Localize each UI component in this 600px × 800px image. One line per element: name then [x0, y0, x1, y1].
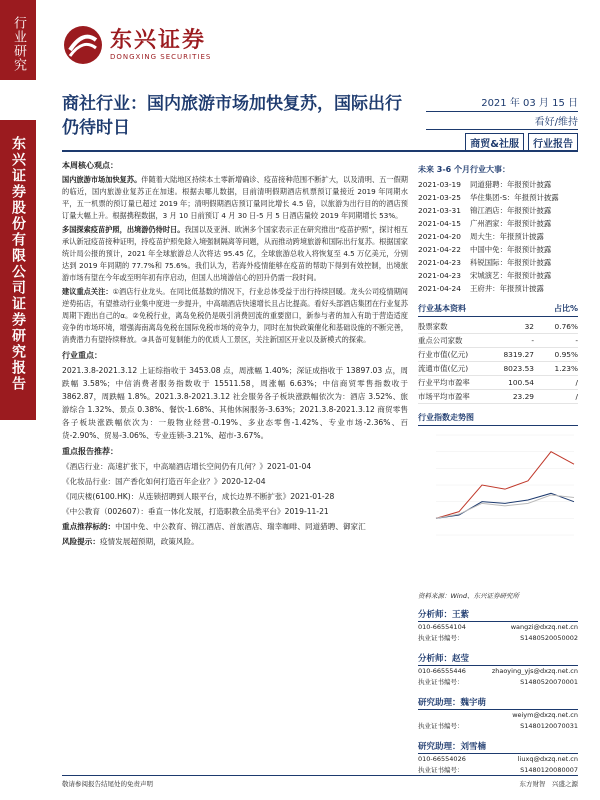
stats-value: 8319.27: [503, 350, 534, 359]
header-rule: [62, 150, 578, 152]
stats-key: 股票家数: [418, 322, 448, 331]
event-text: 王府井：年报预计披露: [470, 284, 544, 293]
analyst-contact: [418, 710, 578, 721]
paragraph-text: 疫情发展超预期，政策风险。: [99, 537, 199, 546]
analyst-card: [418, 608, 578, 644]
paragraph-text: ①酒店行业龙头。在同比低基数的情况下，行业总体受益于出行持续回暖。龙头公司疫情期间逆势拓店，有望推动行业集中度进一步提升，中高端酒店快速增长且占比提高。看好头部酒店集团在行业复苏周期下跑出自己的α。②免税行业，离岛免税仍是吸引消费回流的重要窗口，新参与者的加入有助于营造适度竞争的市场环境，增强海南离岛免税在国际免税市场的竞争力，同时在加快政策催化和基础设施的不断完善，消费潜力有望持续释放。③具备可复制能力的优质人工景区，关注新国区开业以及新模式的探索。: [62, 287, 408, 344]
index-chart-svg: [418, 429, 578, 549]
paragraph-text: 伴随着大陆地区持续本土零新增确诊、疫苗接种范围不断扩大，以及清明、五一假期的临近，国内旅游业复苏正在加速。根据去哪儿数据，目前清明假期酒店机票预订量接近 2019 年同期水平，五一机票的预订量已超过 2019 年；清明假期酒店预订量同比增长 4.5 倍，以旅游为出行目的的酒店预订量大幅上升。根据携程数据，3 月 10 日前预订 4 月 30 日-5 月 5 日酒店量较 2019 年同期增长 53%。: [62, 175, 408, 220]
stats-table: [418, 320, 578, 404]
analyst-name: [418, 696, 578, 710]
footer: [62, 775, 578, 788]
analyst-name: [418, 652, 578, 666]
analyst-phone: 010-66554026: [418, 755, 466, 763]
analyst-license-label: 执业证书编号：: [418, 722, 464, 730]
analyst-person: 王紫: [452, 610, 470, 620]
analyst-contact: [418, 754, 578, 765]
analyst-email: zhaoying_yjs@dxzq.net.cn: [491, 667, 578, 675]
analyst-role: 分析师：: [418, 654, 453, 664]
event-date: 2021-04-23: [418, 258, 461, 267]
analyst-license-label: 执业证书编号：: [418, 634, 464, 642]
footer-slogan: 东方财智 兴盛之源: [519, 780, 578, 788]
paragraph-lead: 建议重点关注：: [62, 287, 113, 296]
analyst-license-label: 执业证书编号：: [418, 766, 464, 774]
analyst-license-no: S1480520050002: [520, 634, 578, 642]
report-title: 商社行业：国内旅游市场加快复苏，国际出行仍待时日: [62, 94, 402, 138]
analyst-person: 魏宇萌: [460, 698, 487, 708]
analyst-role: 分析师：: [418, 610, 453, 620]
analyst-license: [418, 633, 578, 644]
paragraph: [62, 224, 408, 284]
events-heading: 未来 3-6 个月行业大事：: [418, 165, 511, 174]
analyst-card: [418, 652, 578, 688]
event-date: 2021-04-22: [418, 245, 461, 254]
event-row: [418, 282, 578, 295]
stats-row: [418, 390, 578, 404]
stats-value: 8023.53: [503, 364, 534, 373]
analyst-card: [418, 696, 578, 732]
event-row: [418, 178, 578, 191]
stats-row: [418, 376, 578, 390]
analyst-phone: 010-66554104: [418, 623, 466, 631]
event-date: 2021-04-20: [418, 232, 461, 241]
event-row: [418, 191, 578, 204]
event-text: 同道猎聘：年报预计披露: [470, 180, 552, 189]
paragraph-text: 我国以及亚洲、欧洲多个国家表示正在研究推出“疫苗护照”，探讨相互承认新冠疫苗接种证明，持疫苗护照免除入境强制隔离等问题，从而推动跨境旅游和国际出行复苏。根据国家统计局公报的预计，2021 年全球旅游总人次将达 95.45 亿，全球旅游总收入将恢复至 4.5 万亿美元，分别达到 2019 年同期的 77.7%和 75.6%。我们认为，若海外疫情能够在疫苗的帮助下得到有效控制，出境旅游市场有望在今年或至明年初有序启动，但国人出境游信心的回升仍需一段时间。: [62, 225, 408, 282]
stats-pct: /: [575, 392, 578, 401]
stats-title: 行业基本资料: [418, 304, 466, 313]
stats-pct: 0.76%: [554, 322, 578, 331]
analyst-license-no: S1480120080007: [520, 766, 578, 774]
analyst-card: [418, 740, 578, 776]
chart-series-line-2: [436, 495, 574, 518]
chart-title: 行业指数走势图: [418, 413, 474, 422]
analyst-license-no: S1480520070001: [520, 678, 578, 686]
stats-col: 占比%: [553, 304, 578, 313]
event-text: 科锐国际：年报预计披露: [470, 258, 552, 267]
stats-value: 100.54: [508, 378, 534, 387]
event-date: 2021-04-15: [418, 219, 461, 228]
stats-key: 流通市值(亿元): [418, 364, 469, 373]
analyst-role: 研究助理：: [418, 698, 461, 708]
event-text: 广州酒家：年报预计披露: [470, 219, 552, 228]
event-row: [418, 230, 578, 243]
sector-tag: 商贸&社服: [465, 133, 524, 152]
paragraph-lead: 重点推荐标的：: [62, 522, 116, 531]
analyst-role: 研究助理：: [418, 742, 461, 752]
analysts: [418, 608, 578, 776]
analyst-email: weiym@dxzq.net.cn: [512, 711, 578, 719]
stats-key: 行业平均市盈率: [418, 378, 470, 387]
stats-pct: 0.95%: [554, 350, 578, 359]
analyst-name: [418, 608, 578, 622]
event-text: 华住集团-S：年报预计披露: [470, 193, 559, 202]
paragraph-lead: 国内旅游市场加快复苏。: [62, 175, 142, 184]
analyst-contact: [418, 666, 578, 677]
stats-value: 23.29: [512, 392, 534, 401]
stats-pct: /: [575, 378, 578, 387]
sidebar-company: 东兴证券股份有限公司证券研究报告: [0, 120, 36, 420]
event-row: [418, 217, 578, 230]
section-heading: 重点报告推荐：: [62, 447, 118, 456]
analyst-name: [418, 740, 578, 754]
section-heading: 本周核心观点：: [62, 161, 118, 170]
paragraph: 2021.3.8-2021.3.12 上证综指收于 3453.08 点，周涨幅 1.40%；深证成指收于 13897.03 点，周跌幅 3.58%；中信消费者服务指数收于 15511.58，周涨幅 6.63%；中信商贸零售指数收于 3862.87，周跌幅 1.8%。2021.3.8-2021.3.12 社会服务各子板块涨跌幅依次为：酒店 3.52%、旅游综合 1.32%、景点 0.38%、餐饮-1.68%、其他休闲服务-3.63%；2021.3.8-2021.3.12 商贸零售各子板块涨跌幅依次为：一般物业经营-0.19%、多业态零售-1.42%、专业市场-2.36%、百货-2.90%、贸易-3.06%、专业连锁-3.21%、超市-3.67%。: [62, 366, 408, 440]
event-text: 宋城演艺：年报预计披露: [470, 271, 552, 280]
analyst-phone: 010-66555446: [418, 667, 466, 675]
analyst-email: wangzi@dxzq.net.cn: [510, 623, 578, 631]
stats-value: 32: [524, 322, 534, 331]
event-date: 2021-04-23: [418, 271, 461, 280]
analyst-person: 赵莹: [452, 654, 470, 664]
report-meta: [426, 94, 578, 152]
report-date: 2021 年 03 月 15 日: [426, 94, 578, 112]
paragraph-lead: 风险提示：: [62, 537, 100, 546]
stats-pct: -: [575, 336, 578, 345]
footer-disclaimer: 敬请参阅报告结尾处的免责声明: [62, 780, 153, 788]
event-row: [418, 269, 578, 282]
analyst-person: 刘雪楠: [460, 742, 487, 752]
paragraph: [62, 286, 408, 346]
side-column: [418, 156, 578, 776]
paragraph-text: 中国中免、中公教育、锦江酒店、首旅酒店、瑞幸咖啡、同道猎聘、御家汇: [115, 522, 366, 531]
paragraph: [62, 520, 408, 533]
report-ref: 《中公教育（002607）：垂直一体化发展，打造职教全品类平台》2019-11-21: [62, 507, 329, 516]
stats-row: [418, 362, 578, 376]
analyst-email: liuxq@dxzq.net.cn: [517, 755, 578, 763]
chart-source: 资料来源：Wind、东兴证券研究所: [418, 592, 519, 600]
event-date: 2021-04-24: [418, 284, 461, 293]
main-column: [62, 156, 408, 550]
stats-heading: [418, 303, 578, 317]
stats-row: [418, 320, 578, 334]
event-row: [418, 256, 578, 269]
paragraph-lead: 多国探索疫苗护照，出境游仍待时日。: [62, 225, 185, 234]
event-text: 周大生：年报预计披露: [470, 232, 544, 241]
sidebar: [0, 0, 36, 800]
section-heading: 行业重点：: [62, 351, 102, 360]
type-tag: 行业报告: [528, 133, 578, 152]
logo: [62, 20, 211, 70]
event-row: [418, 204, 578, 217]
report-ref: 《化妆品行业：国产香化如何打造百年企业？》2020-12-04: [62, 477, 266, 486]
stats-key: 重点公司家数: [418, 336, 463, 345]
paragraph: [62, 535, 408, 548]
logo-en: DONGXING SECURITIES: [110, 53, 212, 61]
event-row: [418, 243, 578, 256]
report-ref: 《酒店行业：高速扩张下，中高端酒店增长空间仍有几何？》2021-01-04: [62, 462, 312, 471]
report-ref: 《同庆楼(6100.HK)：从连锁招聘到人眼平台，成长边界不断扩张》2021-01-28: [62, 492, 335, 501]
logo-cn: 东兴证券: [110, 28, 207, 53]
stats-key: 行业市值(亿元): [418, 350, 469, 359]
chart-heading: [418, 412, 578, 426]
analyst-contact: [418, 622, 578, 633]
logo-icon: [62, 24, 104, 66]
analyst-license-label: 执业证书编号：: [418, 678, 464, 686]
event-date: 2021-03-31: [418, 206, 461, 215]
stats-value: -: [531, 336, 534, 345]
report-rating: 看好/维持: [426, 112, 578, 130]
event-date: 2021-03-19: [418, 180, 461, 189]
stats-row: [418, 348, 578, 362]
paragraph: [62, 174, 408, 222]
event-text: 中国中免：年报预计披露: [470, 245, 552, 254]
stats-key: 市场平均市盈率: [418, 392, 470, 401]
sidebar-category: 行业研究: [0, 0, 36, 80]
index-chart: [418, 429, 578, 589]
event-date: 2021-03-25: [418, 193, 461, 202]
analyst-license: [418, 721, 578, 732]
analyst-license: [418, 677, 578, 688]
analyst-license-no: S1480120070031: [520, 722, 578, 730]
event-text: 锦江酒店：年报预计披露: [470, 206, 552, 215]
events-list: [418, 178, 578, 295]
stats-row: [418, 334, 578, 348]
stats-pct: 1.23%: [554, 364, 578, 373]
